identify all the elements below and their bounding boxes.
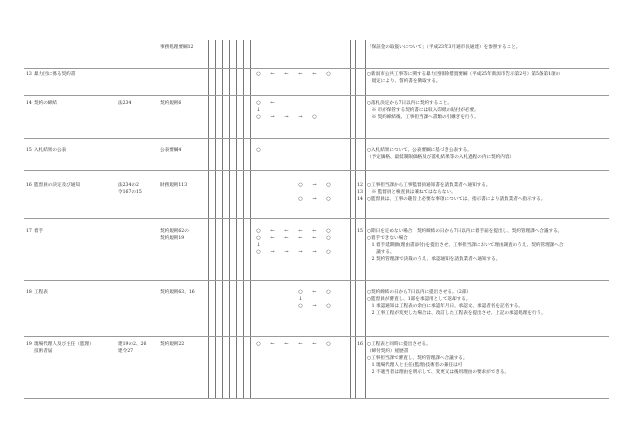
arrow-mark: ←	[312, 228, 317, 234]
note-line: ※ 市が保管する契約書には収入印紙の貼付が必要。	[367, 108, 479, 113]
circle-mark: ○	[312, 114, 317, 120]
circle-mark: ○	[326, 289, 331, 295]
row-number: 15	[26, 148, 32, 153]
doc-number: 13	[357, 190, 363, 195]
row-number: 16	[26, 183, 32, 188]
rule-ref: 財務規則113	[160, 183, 188, 188]
note-line: ○契約締結の日から7日以内に提出させる。（2部）	[367, 290, 472, 295]
note-line: ※ 監督員と検査員は兼ねてはならない。	[367, 190, 456, 195]
note-line: ○新潟市公共工事等に関する暴力団排除措置要綱（平成25年新潟市告示第2号）第5条第1項の	[367, 72, 561, 77]
rule-ref: 契約規則19	[160, 236, 185, 241]
note-line: ○期日を定めない場合 契約締結の日から7日以内に着手届を提出し、契約管理課へ合議する。	[367, 229, 563, 234]
circle-mark: ○	[326, 182, 331, 188]
law-ref: 建19の2、26	[118, 342, 147, 347]
arrow-mark: →	[312, 196, 317, 202]
arrow-mark: ←	[312, 289, 317, 295]
arrow-mark: ←	[284, 228, 289, 234]
row-number: 18	[26, 290, 32, 295]
circle-mark: ○	[256, 235, 261, 241]
law-ref: 令167の15	[118, 190, 142, 195]
row-number: 14	[26, 101, 32, 106]
arrow-mark: ←	[298, 235, 303, 241]
circle-mark: ○	[298, 196, 303, 202]
column-rule	[229, 40, 230, 399]
circle-mark: ○	[298, 182, 303, 188]
row-number: 17	[26, 229, 32, 234]
note-line: 「保証金の取扱いについて」（平成23年3月通市長通達）を参照すること。	[367, 45, 521, 50]
column-rule	[215, 40, 216, 399]
circle-mark: ○	[298, 303, 303, 309]
doc-number: 15	[357, 229, 363, 234]
row-rule	[24, 68, 609, 69]
note-line: 2 契約管理課で決裁のうえ、承認通知を請負業者へ通知する。	[367, 257, 501, 262]
circle-mark: ○	[256, 114, 261, 120]
arrow-mark: →	[312, 303, 317, 309]
column-rule	[350, 40, 351, 399]
note-line: （締付契約）経歴書	[367, 349, 409, 354]
note-line: （予定価格、最低制限価格及び落札結果等の入札過程の内に契約内容）	[367, 155, 515, 160]
row-rule	[24, 398, 609, 399]
circle-mark: ○	[256, 71, 261, 77]
arrow-mark: ←	[270, 341, 275, 347]
note-line: ※ 契約締結後、工事担当課へ書類の引継ぎを行う。	[367, 115, 479, 120]
circle-mark: ○	[326, 196, 331, 202]
arrow-mark: ←	[312, 71, 317, 77]
column-rule	[243, 40, 244, 399]
law-ref: 法234	[118, 101, 132, 106]
arrow-mark: ←	[298, 71, 303, 77]
note-line: ○監督員が審査し、1部を承認用として返却する。	[367, 297, 471, 302]
item-name: 工程表	[34, 290, 48, 295]
column-rule	[365, 40, 366, 399]
arrow-mark: ←	[270, 228, 275, 234]
item-name: 技術者届	[34, 349, 53, 354]
notes	[367, 228, 563, 263]
note-line: 1 承認通知は工程表の余白に承認年月日、承認文、承認者名を記名する。	[367, 304, 523, 309]
arrow-mark: ←	[284, 235, 289, 241]
row-rule	[24, 280, 609, 281]
arrow-mark: →	[284, 249, 289, 255]
row-rule	[24, 138, 609, 139]
note-line: ○監督員は、工事の趣旨上必要な事項については、指示書により請負業者へ指示する。	[367, 197, 546, 202]
item-name: 現場代理人及び主任（監理）	[34, 342, 94, 347]
doc-number: 12	[357, 183, 363, 188]
arrow-mark: →	[270, 114, 275, 120]
note-line: ○工事担当課で審査し、契約管理課へ合議する。	[367, 356, 468, 361]
note-line: 1 着手延期願(理由書添付)を提出させ、工事担当課において理由調査のうえ、契約管理課へ合	[367, 243, 564, 248]
circle-mark: ○	[326, 71, 331, 77]
rule-ref: 事務処理要綱12	[160, 45, 194, 50]
note-line: 議する。	[367, 250, 395, 255]
rule-ref: 契約規則6	[160, 101, 182, 106]
arrow-mark: →	[298, 114, 303, 120]
arrow-mark: →	[298, 249, 303, 255]
notes	[367, 182, 545, 203]
row-number: 13	[26, 72, 32, 77]
rule-ref: 契約規則22	[160, 342, 185, 347]
note-line: 1 現場代理人と主任(監理)技術者の兼任は可	[367, 363, 463, 368]
notes	[367, 341, 509, 376]
row-number: 19	[26, 342, 32, 347]
column-rule	[222, 40, 223, 399]
item-name: 暴力団に係る契約書	[34, 72, 76, 77]
notes	[367, 100, 479, 121]
circle-mark: ○	[256, 100, 261, 106]
arrow-mark: ←	[284, 71, 289, 77]
circle-mark: ○	[256, 341, 261, 347]
note-line: ○工事担当課から工事監督員通知書を請負業者へ通知する。	[367, 183, 491, 188]
note-line: 2 不適当者は理由を明示して、変更又は後用理由の要求ができる。	[367, 370, 510, 375]
arrow-mark: ↓	[256, 242, 261, 248]
note-line: ○着手できない場合	[367, 236, 408, 241]
arrow-mark: →	[270, 249, 275, 255]
circle-mark: ○	[298, 289, 303, 295]
item-name: 入札結果の公表	[34, 148, 67, 153]
doc-number: 16	[357, 342, 363, 347]
circle-mark: ○	[326, 249, 331, 255]
arrow-mark: ←	[270, 71, 275, 77]
item-name: 着手	[34, 229, 44, 234]
rule-ref: 契約規則63、16	[160, 290, 195, 295]
arrow-mark: →	[284, 114, 289, 120]
circle-mark: ○	[326, 303, 331, 309]
notes	[367, 71, 560, 85]
column-rule	[236, 40, 237, 399]
notes	[367, 289, 546, 317]
circle-mark: ○	[256, 249, 261, 255]
arrow-mark: →	[312, 182, 317, 188]
arrow-mark: ←	[298, 341, 303, 347]
rule-ref: 契約規則62の	[160, 229, 189, 234]
arrow-mark: ↓	[298, 296, 303, 302]
circle-mark: ○	[256, 147, 261, 153]
arrow-mark: ↓	[256, 107, 261, 113]
row-rule	[24, 218, 609, 219]
circle-mark: ○	[256, 228, 261, 234]
arrow-mark: →	[312, 249, 317, 255]
row-rule	[24, 95, 609, 96]
law-ref: 法234の2	[118, 183, 139, 188]
doc-number: 14	[357, 197, 363, 202]
circle-mark: ○	[326, 341, 331, 347]
note-line: ○入札結果について、公表要綱に基づき公表する。	[367, 148, 472, 153]
circle-mark: ○	[326, 228, 331, 234]
arrow-mark: ←	[284, 341, 289, 347]
note-line: 2 工事工程が変更した場合は、改訂した工程表を提出させ、上記の承認処理を行う。	[367, 311, 546, 316]
arrow-mark: ←	[312, 235, 317, 241]
arrow-mark: ←	[270, 235, 275, 241]
arrow-mark: ←	[312, 341, 317, 347]
row-rule	[24, 336, 609, 337]
note-line: ○工程表と同時に提出させる。	[367, 342, 431, 347]
note-line: ○落札決定から7日以内に契約すること。	[367, 101, 453, 106]
circle-mark: ○	[326, 235, 331, 241]
notes	[367, 147, 514, 161]
arrow-mark: ←	[298, 228, 303, 234]
item-name: 契約の締結	[34, 101, 57, 106]
law-ref: 建令27	[118, 349, 134, 354]
arrow-mark: ←	[270, 100, 275, 106]
row-rule	[24, 170, 609, 171]
column-rule	[208, 40, 209, 399]
rule-ref: 公表要綱4	[160, 148, 182, 153]
item-name: 監督員の決定及び通知	[34, 183, 80, 188]
column-rule	[250, 40, 251, 399]
note-line: 規定により、誓約書を徴取する。	[367, 79, 441, 84]
